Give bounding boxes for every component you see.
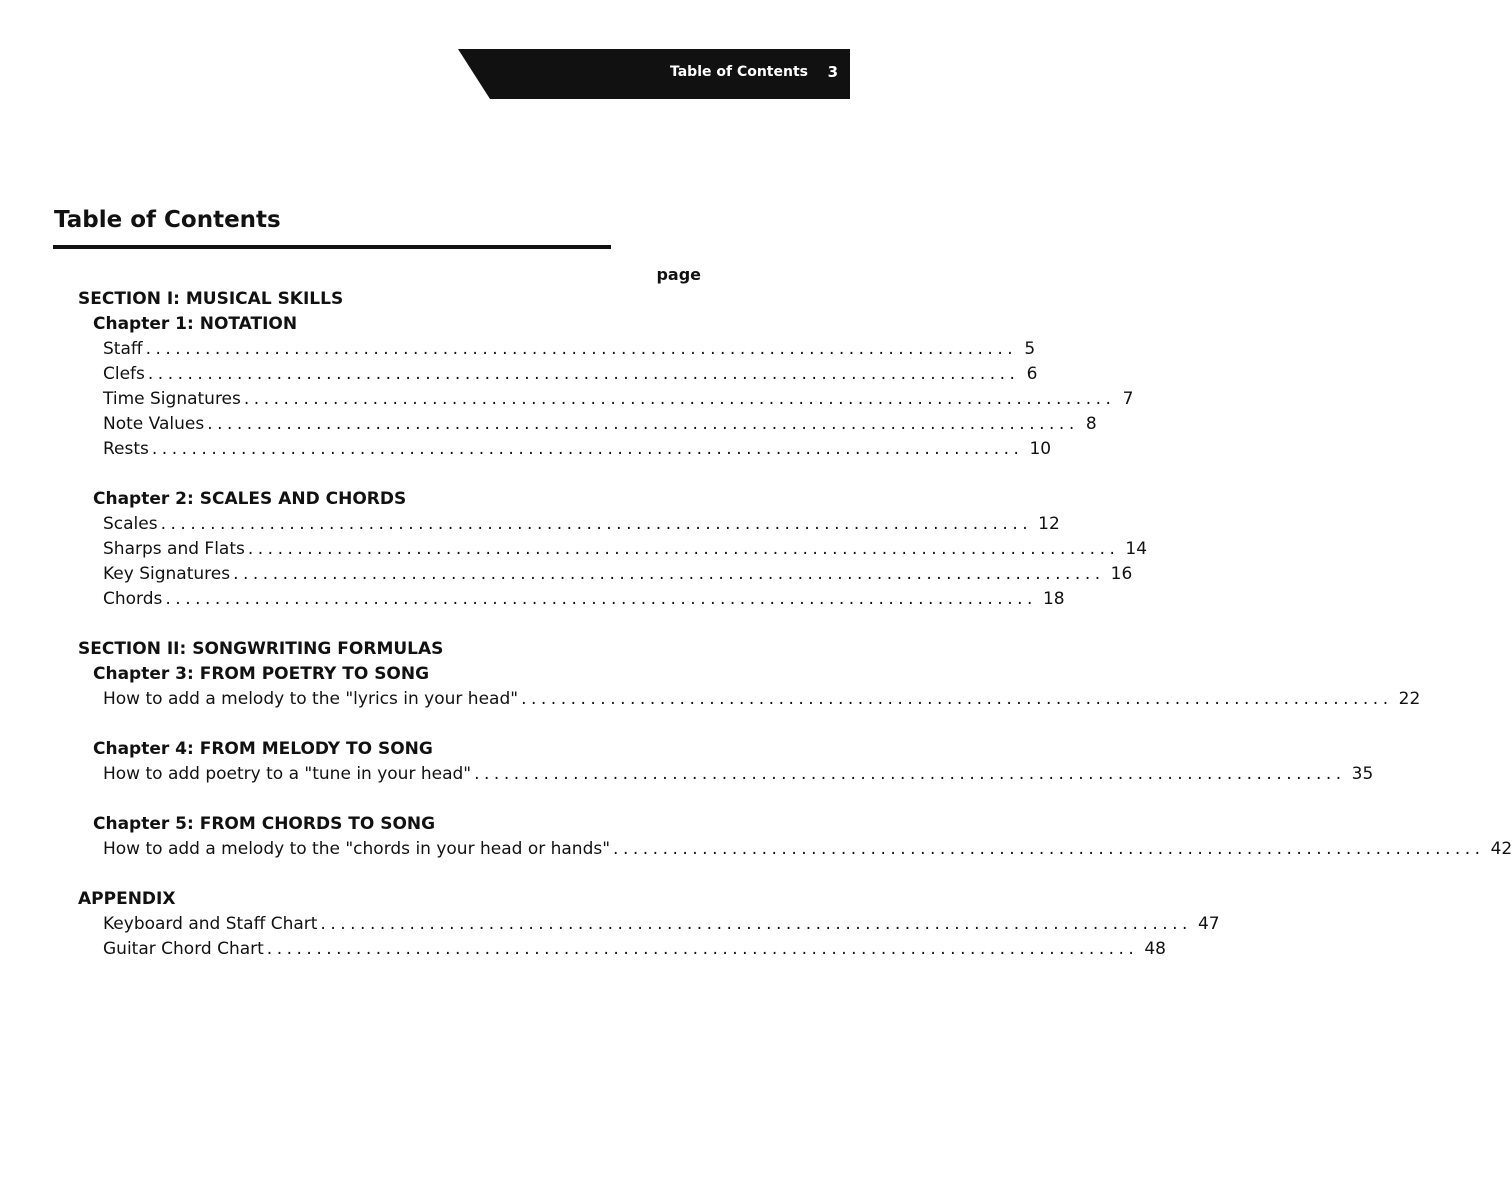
dot-leader: ........................................................................................ [613, 839, 1485, 859]
toc-entry-page: 5 [1024, 339, 1036, 359]
toc-entry-label: Staff [103, 339, 143, 359]
toc-entry-label: How to add poetry to a "tune in your head" [103, 764, 472, 784]
toc-entry-label: How to add a melody to the "lyrics in your head" [103, 689, 519, 709]
toc-entry-page: 14 [1125, 539, 1148, 559]
running-title: Table of Contents [669, 64, 808, 80]
toc-entry-page: 10 [1029, 439, 1052, 459]
section-heading: SECTION I: MUSICAL SKILLS [78, 289, 344, 309]
toc-entry-label: Guitar Chord Chart [103, 939, 264, 959]
toc-entry-page: 48 [1144, 939, 1166, 959]
toc-entry-label: Clefs [103, 364, 145, 384]
toc-entry[interactable] [103, 562, 1133, 587]
toc-entry-page: 7 [1122, 389, 1134, 409]
toc-entry-label: How to add a melody to the "chords in your head or hands" [103, 839, 611, 859]
toc-entry-label: Chords [103, 589, 163, 609]
section-heading: APPENDIX [78, 889, 176, 909]
toc-entry[interactable] [103, 912, 1220, 937]
dot-leader: ........................................................................................ [151, 439, 1024, 459]
toc-entry-label: Keyboard and Staff Chart [103, 914, 318, 934]
toc-entry-label: Rests [103, 439, 149, 459]
section-heading: SECTION II: SONGWRITING FORMULAS [78, 639, 444, 659]
dot-leader: ........................................................................................ [247, 539, 1120, 559]
toc-entry[interactable] [103, 412, 1097, 437]
toc-entry[interactable] [103, 362, 1038, 387]
dot-leader: ........................................................................................ [266, 939, 1139, 959]
dot-leader: ........................................................................................ [233, 564, 1105, 584]
toc-entry-label: Note Values [103, 414, 205, 434]
dot-leader: ........................................................................................ [160, 514, 1033, 534]
dot-leader: ........................................................................................ [165, 589, 1037, 609]
toc-entry-page: 18 [1042, 589, 1065, 609]
toc-entry[interactable] [103, 337, 1036, 362]
chapter-heading: Chapter 3: FROM POETRY TO SONG [93, 664, 430, 684]
toc-entry[interactable] [103, 437, 1052, 462]
toc-entry-page: 8 [1085, 414, 1097, 434]
toc-entry-page: 22 [1398, 689, 1421, 709]
dot-leader: ........................................................................................ [521, 689, 1393, 709]
toc-entry[interactable] [103, 537, 1148, 562]
toc-entry[interactable] [103, 387, 1134, 412]
dot-leader: ........................................................................................ [474, 764, 1346, 784]
toc-entry[interactable] [103, 687, 1421, 712]
dot-leader: ........................................................................................ [147, 364, 1020, 384]
title-divider [53, 245, 611, 249]
toc-entry-page: 47 [1197, 914, 1220, 934]
toc-entry-label: Scales [103, 514, 158, 534]
toc-entry[interactable] [103, 837, 1512, 862]
toc-entry[interactable] [103, 762, 1374, 787]
toc-entry[interactable] [103, 937, 1166, 962]
dot-leader: ........................................................................................ [207, 414, 1079, 434]
toc-entry-page: 42 [1490, 839, 1512, 859]
page-title: Table of Contents [54, 207, 281, 233]
chapter-heading: Chapter 1: NOTATION [93, 314, 298, 334]
toc-entry-page: 35 [1351, 764, 1374, 784]
dot-leader: ........................................................................................ [320, 914, 1192, 934]
toc-entry-page: 12 [1038, 514, 1060, 534]
chapter-heading: Chapter 2: SCALES AND CHORDS [93, 489, 407, 509]
toc-entry-label: Time Signatures [103, 389, 241, 409]
page-column-label: page [656, 265, 701, 284]
toc-entry-label: Sharps and Flats [103, 539, 245, 559]
toc-entry[interactable] [103, 512, 1060, 537]
dot-leader: ........................................................................................ [243, 389, 1116, 409]
page-number: 3 [827, 63, 838, 81]
toc-entry[interactable] [103, 587, 1065, 612]
toc-entry-page: 6 [1026, 364, 1038, 384]
toc-entry-label: Key Signatures [103, 564, 231, 584]
toc-entry-page: 16 [1110, 564, 1133, 584]
chapter-heading: Chapter 4: FROM MELODY TO SONG [93, 739, 433, 759]
dot-leader: ........................................................................................ [145, 339, 1018, 359]
chapter-heading: Chapter 5: FROM CHORDS TO SONG [93, 814, 436, 834]
